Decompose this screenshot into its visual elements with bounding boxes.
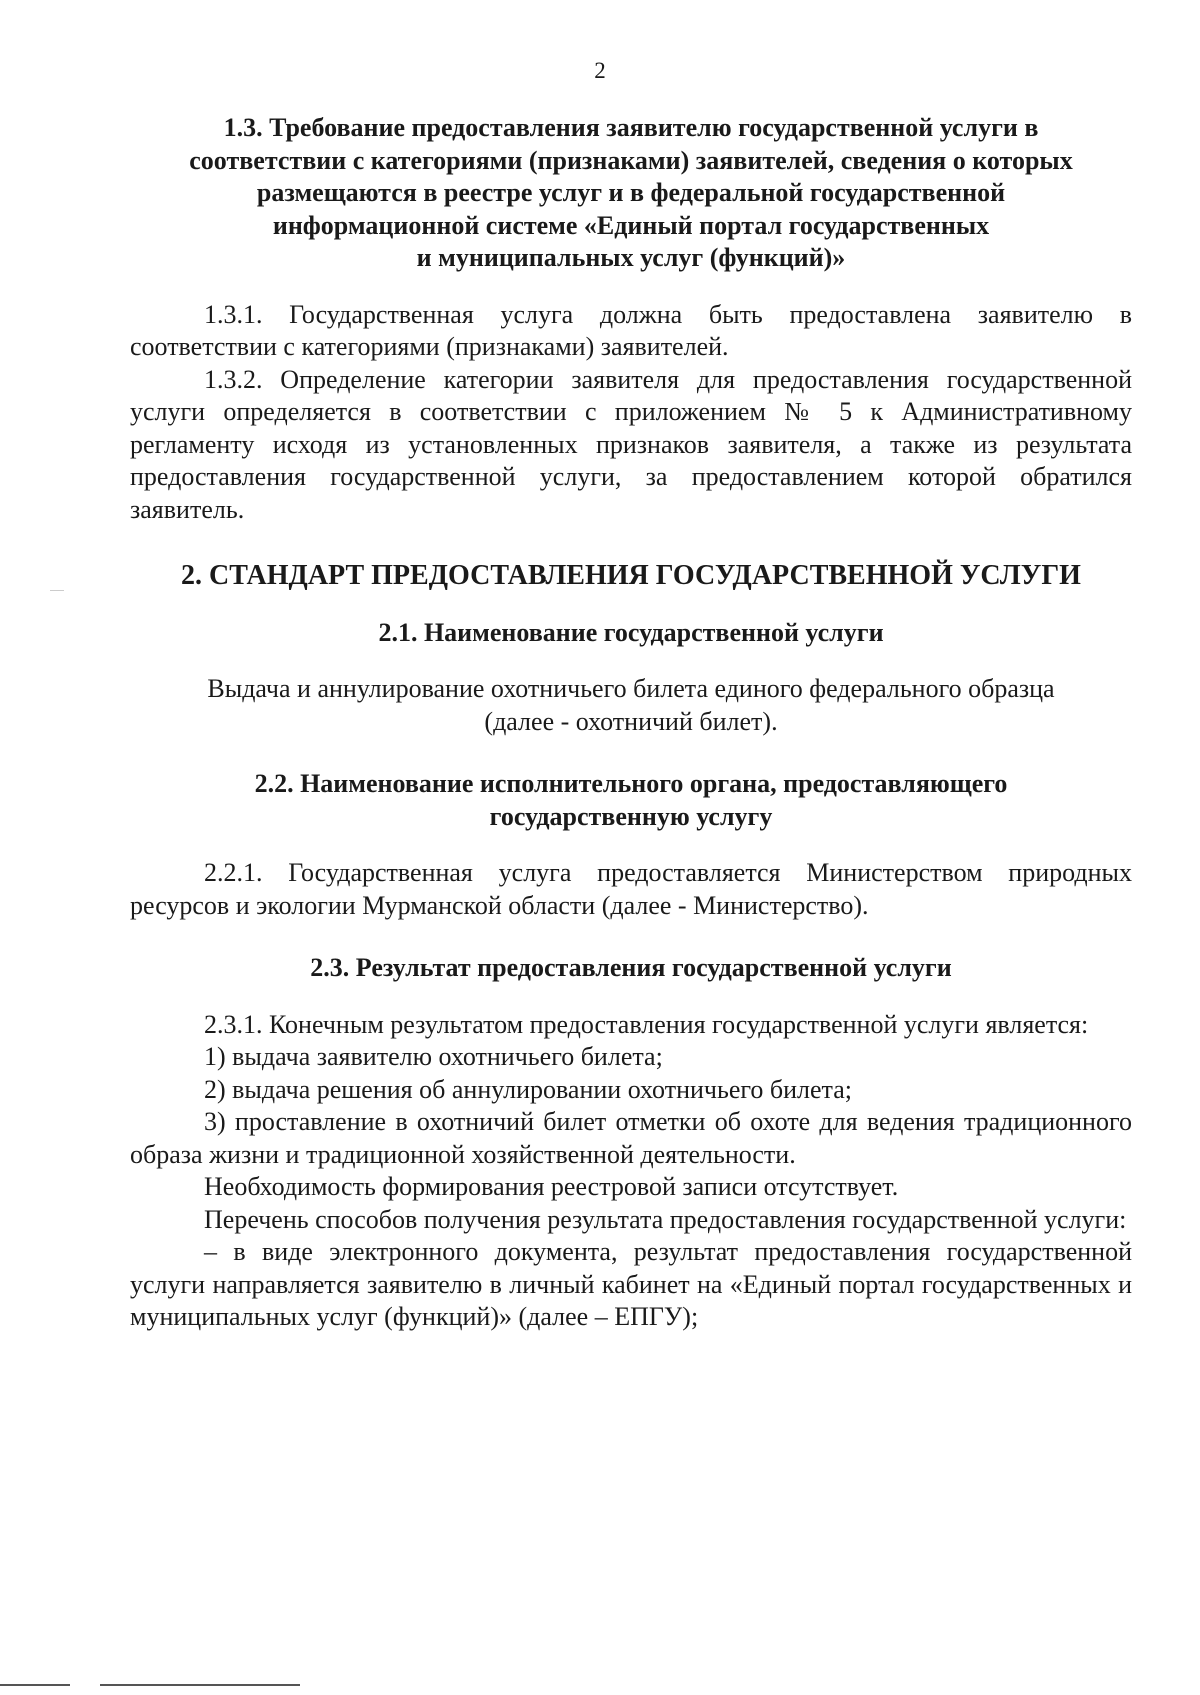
scan-edge-line: [100, 1684, 300, 1686]
section-2-2-heading: [130, 768, 1132, 833]
service-name-line: (далее - охотничий билет).: [484, 706, 778, 736]
margin-mark: [50, 590, 64, 591]
heading-line: государственную услугу: [489, 801, 773, 831]
paragraph-methods: Перечень способов получения результата предоставления государственной услуги:: [204, 1204, 1127, 1234]
paragraph-2-2-1: 2.2.1. Государственная услуга предоставляется Министерством природных ресурсов и экологии Мурманской области (далее - Министерство).: [130, 858, 1132, 920]
result-item-3: 3) проставление в охотничий билет отметки об охоте для ведения традиционного образа жизни и традиционной хозяйственной деятельности.: [130, 1107, 1132, 1169]
paragraph-registry: Необходимость формирования реестровой записи отсутствует.: [204, 1172, 899, 1201]
paragraph-1-3-2: 1.3.2. Определение категории заявителя для предоставления государственной услуги определяется в соответствии с приложением № 5 к Административному регламенту исходя из установленных признаков заявителя, а также из результата предоставления государственной услуги, за предоставлением которой обратился заявитель.: [130, 364, 1132, 524]
heading-line: информационной системе «Единый портал государственных: [272, 210, 990, 240]
heading-line: 2.2. Наименование исполнительного органа, предоставляющего: [254, 769, 1008, 798]
result-item-2: 2) выдача решения об аннулировании охотничьего билета;: [204, 1074, 852, 1104]
service-name: [130, 673, 1132, 738]
heading-line: размещаются в реестре услуг и в федеральной государственной: [256, 178, 1006, 207]
paragraph-1-3-1: 1.3.1. Государственная услуга должна быть предоставлена заявителю в соответствии с категориями (признаками) заявителей.: [130, 299, 1132, 361]
page-number: 2: [594, 58, 606, 83]
document-body: [130, 112, 1132, 1334]
heading-line: соответствии с категориями (признаками) заявителей, сведения о которых: [189, 145, 1073, 175]
paragraph-electronic: – в виде электронного документа, результат предоставления государственной услуги направляется заявителю в личный кабинет на «Единый портал государственных и муниципальных услуг (функций)» (далее – ЕПГУ);: [130, 1237, 1132, 1331]
scan-edge-line: [0, 1684, 70, 1686]
section-2-3-heading: 2.3. Результат предоставления государственной услуги: [310, 953, 952, 982]
section-2-1-heading: 2.1. Наименование государственной услуги: [378, 617, 884, 647]
service-name-line: Выдача и аннулирование охотничьего билета единого федерального образца: [207, 674, 1055, 703]
section-1-3-heading: [130, 112, 1132, 275]
heading-line: и муниципальных услуг (функций)»: [416, 243, 846, 272]
heading-line: 1.3. Требование предоставления заявителю государственной услуги в: [223, 113, 1039, 142]
result-item-1: 1) выдача заявителю охотничьего билета;: [204, 1042, 663, 1071]
paragraph-2-3-1: 2.3.1. Конечным результатом предоставления государственной услуги является:: [204, 1009, 1089, 1039]
section-2-title: 2. СТАНДАРТ ПРЕДОСТАВЛЕНИЯ ГОСУДАРСТВЕННОЙ УСЛУГИ: [181, 560, 1081, 591]
